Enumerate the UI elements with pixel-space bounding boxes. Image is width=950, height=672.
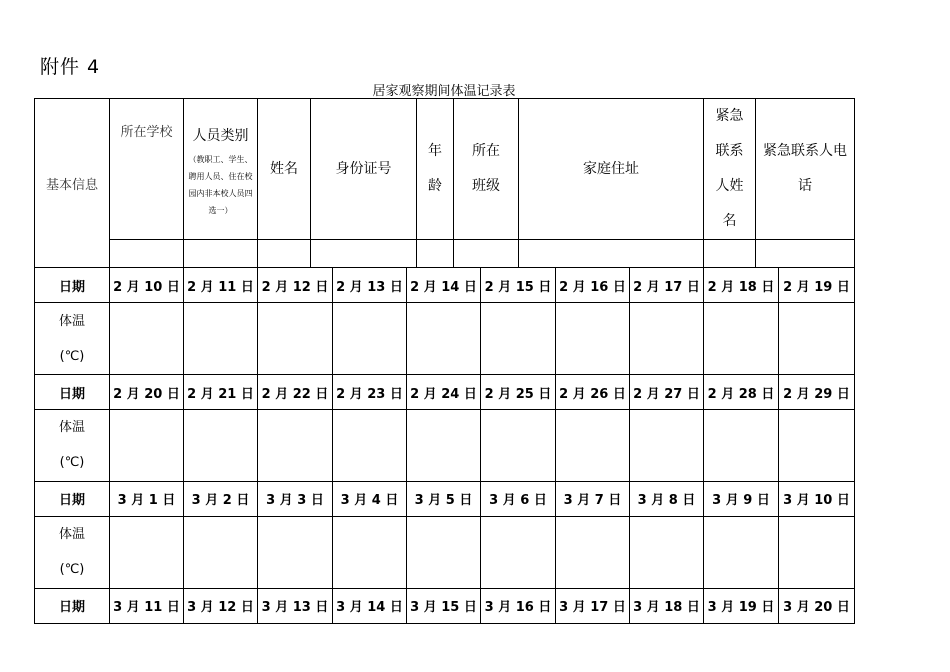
temperature-unit: (℃) bbox=[59, 562, 85, 578]
date-row-label: 日期 bbox=[35, 481, 110, 516]
temperature-input-cell[interactable] bbox=[110, 410, 184, 482]
temperature-row bbox=[35, 517, 855, 589]
emergency-contact-label: 紧急联系人姓名 bbox=[715, 108, 744, 229]
date-cell: 3 月 11 日 bbox=[110, 588, 184, 623]
date-cell: 2 月 14 日 bbox=[407, 268, 481, 303]
date-cell: 3 月 2 日 bbox=[184, 481, 258, 516]
class-header-label: 所在班级 bbox=[472, 143, 500, 194]
temperature-input-cell[interactable] bbox=[481, 517, 556, 589]
personal-info-table bbox=[34, 98, 855, 268]
temperature-input-cell[interactable] bbox=[630, 410, 704, 482]
category-header bbox=[184, 99, 258, 240]
date-cell: 2 月 18 日 bbox=[704, 268, 779, 303]
date-cell: 3 月 20 日 bbox=[779, 588, 855, 623]
temperature-input-cell[interactable] bbox=[556, 410, 630, 482]
temperature-input-cell[interactable] bbox=[556, 303, 630, 375]
emergency-phone-input[interactable] bbox=[756, 240, 855, 268]
temperature-input-cell[interactable] bbox=[630, 517, 704, 589]
temperature-input-cell[interactable] bbox=[258, 303, 333, 375]
temperature-input-cell[interactable] bbox=[704, 517, 779, 589]
temperature-input-cell[interactable] bbox=[704, 410, 779, 482]
temperature-input-cell[interactable] bbox=[333, 517, 407, 589]
temperature-input-cell[interactable] bbox=[184, 303, 258, 375]
daily-temperature-table bbox=[34, 267, 855, 624]
date-cell: 2 月 12 日 bbox=[258, 268, 333, 303]
temperature-unit: (℃) bbox=[59, 348, 85, 364]
temperature-row-label bbox=[35, 517, 110, 589]
name-header: 姓名 bbox=[258, 99, 311, 240]
date-cell: 3 月 1 日 bbox=[110, 481, 184, 516]
date-cell: 3 月 14 日 bbox=[333, 588, 407, 623]
date-row bbox=[35, 588, 855, 623]
date-cell: 2 月 11 日 bbox=[184, 268, 258, 303]
emergency-phone-header bbox=[756, 99, 855, 240]
temperature-label: 体温 bbox=[58, 420, 85, 436]
temperature-label: 体温 bbox=[58, 313, 85, 329]
date-cell: 3 月 12 日 bbox=[184, 588, 258, 623]
date-cell: 2 月 15 日 bbox=[481, 268, 556, 303]
date-row bbox=[35, 374, 855, 409]
temperature-row bbox=[35, 410, 855, 482]
temperature-input-cell[interactable] bbox=[481, 410, 556, 482]
attachment-label: 附件 4 bbox=[40, 56, 101, 78]
name-input[interactable] bbox=[258, 240, 311, 268]
temperature-input-cell[interactable] bbox=[630, 303, 704, 375]
category-input[interactable] bbox=[184, 240, 258, 268]
date-cell: 2 月 26 日 bbox=[556, 374, 630, 409]
date-cell: 2 月 24 日 bbox=[407, 374, 481, 409]
category-header-label: 人员类别 bbox=[192, 128, 249, 144]
emergency-contact-input[interactable] bbox=[704, 240, 756, 268]
date-cell: 3 月 15 日 bbox=[407, 588, 481, 623]
date-cell: 2 月 13 日 bbox=[333, 268, 407, 303]
temperature-input-cell[interactable] bbox=[258, 410, 333, 482]
age-header-label: 年龄 bbox=[428, 143, 442, 194]
temperature-input-cell[interactable] bbox=[407, 517, 481, 589]
temperature-row-label bbox=[35, 303, 110, 375]
school-input[interactable] bbox=[110, 240, 184, 268]
date-row-label: 日期 bbox=[35, 588, 110, 623]
date-cell: 2 月 28 日 bbox=[704, 374, 779, 409]
address-input[interactable] bbox=[519, 240, 704, 268]
date-cell: 3 月 9 日 bbox=[704, 481, 779, 516]
date-cell: 3 月 3 日 bbox=[258, 481, 333, 516]
date-cell: 2 月 16 日 bbox=[556, 268, 630, 303]
temperature-row bbox=[35, 303, 855, 375]
class-header bbox=[454, 99, 519, 240]
category-header-note: （教职工、学生、聘用人员、住在校园内非本校人员四选一） bbox=[188, 155, 253, 215]
id-number-header: 身份证号 bbox=[311, 99, 417, 240]
date-cell: 2 月 17 日 bbox=[630, 268, 704, 303]
date-cell: 2 月 20 日 bbox=[110, 374, 184, 409]
temperature-record-form bbox=[34, 98, 854, 624]
temperature-input-cell[interactable] bbox=[779, 517, 855, 589]
temperature-input-cell[interactable] bbox=[258, 517, 333, 589]
temperature-input-cell[interactable] bbox=[779, 303, 855, 375]
date-cell: 2 月 21 日 bbox=[184, 374, 258, 409]
date-cell: 3 月 18 日 bbox=[630, 588, 704, 623]
date-cell: 3 月 4 日 bbox=[333, 481, 407, 516]
basic-info-label: 基本信息 bbox=[35, 99, 110, 268]
emergency-phone-label: 紧急联系人电话 bbox=[763, 143, 847, 194]
date-cell: 3 月 10 日 bbox=[779, 481, 855, 516]
date-cell: 3 月 7 日 bbox=[556, 481, 630, 516]
school-header: 所在学校 bbox=[110, 99, 184, 240]
date-cell: 3 月 17 日 bbox=[556, 588, 630, 623]
temperature-label: 体温 bbox=[58, 527, 85, 543]
temperature-input-cell[interactable] bbox=[407, 303, 481, 375]
age-header bbox=[417, 99, 454, 240]
temperature-input-cell[interactable] bbox=[779, 410, 855, 482]
temperature-input-cell[interactable] bbox=[556, 517, 630, 589]
date-row-label: 日期 bbox=[35, 268, 110, 303]
date-cell: 2 月 19 日 bbox=[779, 268, 855, 303]
date-row bbox=[35, 481, 855, 516]
temperature-row-label bbox=[35, 410, 110, 482]
id-number-input[interactable] bbox=[311, 240, 417, 268]
date-cell: 3 月 13 日 bbox=[258, 588, 333, 623]
temperature-input-cell[interactable] bbox=[110, 517, 184, 589]
address-header: 家庭住址 bbox=[519, 99, 704, 240]
emergency-contact-header bbox=[704, 99, 756, 240]
date-cell: 3 月 5 日 bbox=[407, 481, 481, 516]
temperature-input-cell[interactable] bbox=[184, 410, 258, 482]
temperature-input-cell[interactable] bbox=[333, 410, 407, 482]
temperature-input-cell[interactable] bbox=[184, 517, 258, 589]
date-cell: 3 月 8 日 bbox=[630, 481, 704, 516]
date-row-label: 日期 bbox=[35, 374, 110, 409]
date-cell: 3 月 6 日 bbox=[481, 481, 556, 516]
temperature-input-cell[interactable] bbox=[481, 303, 556, 375]
age-input[interactable] bbox=[417, 240, 454, 268]
date-cell: 3 月 19 日 bbox=[704, 588, 779, 623]
document-title: 居家观察期间体温记录表 bbox=[372, 84, 516, 99]
temperature-input-cell[interactable] bbox=[407, 410, 481, 482]
temperature-input-cell[interactable] bbox=[110, 303, 184, 375]
date-cell: 2 月 10 日 bbox=[110, 268, 184, 303]
date-row bbox=[35, 268, 855, 303]
date-cell: 2 月 22 日 bbox=[258, 374, 333, 409]
date-cell: 2 月 23 日 bbox=[333, 374, 407, 409]
temperature-input-cell[interactable] bbox=[704, 303, 779, 375]
date-cell: 2 月 27 日 bbox=[630, 374, 704, 409]
temperature-unit: (℃) bbox=[59, 455, 85, 471]
date-cell: 2 月 29 日 bbox=[779, 374, 855, 409]
temperature-input-cell[interactable] bbox=[333, 303, 407, 375]
class-input[interactable] bbox=[454, 240, 519, 268]
date-cell: 3 月 16 日 bbox=[481, 588, 556, 623]
date-cell: 2 月 25 日 bbox=[481, 374, 556, 409]
